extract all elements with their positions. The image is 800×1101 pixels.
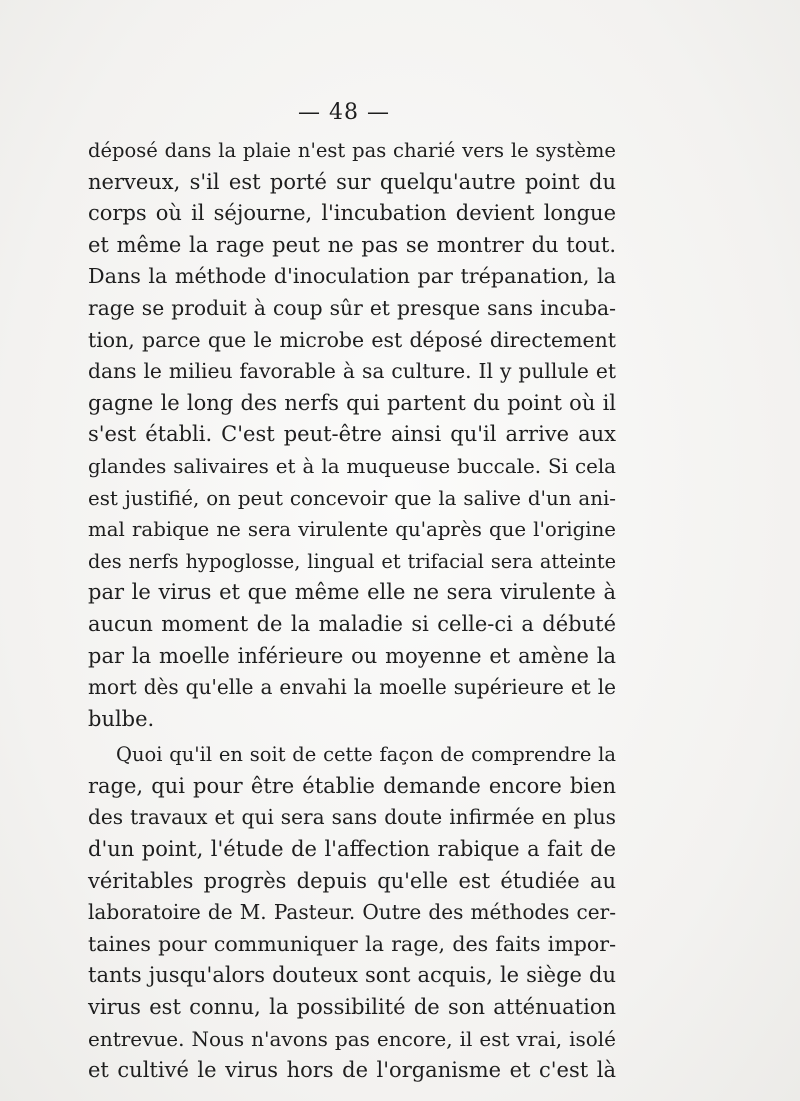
text-line: Quoi qu'il en soit de cette façon de comprendre la bbox=[116, 743, 616, 767]
text-line: mort dès qu'elle a envahi la moelle supérieure et le bbox=[88, 675, 616, 700]
text-line: corps où il séjourne, l'incubation devient longue bbox=[88, 201, 616, 226]
text-line: rage, qui pour être établie demande encore bien bbox=[88, 773, 616, 798]
text-line: virus est connu, la possibilité de son atténuation bbox=[88, 995, 616, 1020]
text-line: véritables progrès depuis qu'elle est étudiée au bbox=[88, 868, 616, 893]
paragraph bbox=[88, 739, 616, 1087]
text-line: d'un point, l'étude de l'affection rabique a fait de bbox=[88, 837, 616, 862]
text-line: tion, parce que le microbe est déposé directement bbox=[88, 327, 616, 352]
text-line: entrevue. Nous n'avons pas encore, il est vrai, isolé bbox=[88, 1026, 616, 1051]
text-line: par le virus et que même elle ne sera virulente à bbox=[88, 580, 616, 605]
text-line: rage se produit à coup sûr et presque sans incuba- bbox=[88, 295, 616, 320]
text-line: nerveux, s'il est porté sur quelqu'autre point du bbox=[88, 169, 616, 194]
text-line: et cultivé le virus hors de l'organisme et c'est là bbox=[88, 1058, 616, 1083]
text-line: s'est établi. C'est peut-être ainsi qu'il arrive aux bbox=[88, 422, 616, 447]
text-line: laboratoire de M. Pasteur. Outre des méthodes cer- bbox=[88, 900, 616, 925]
text-line: aucun moment de la maladie si celle-ci a débuté bbox=[88, 611, 616, 636]
text-line: des travaux et qui sera sans doute infirmée en plus bbox=[88, 805, 616, 830]
text-line: est justifié, on peut concevoir que la salive d'un ani- bbox=[88, 486, 616, 510]
text-line: Dans la méthode d'inoculation par trépanation, la bbox=[88, 264, 616, 289]
body-text bbox=[88, 135, 616, 1087]
text-line: gagne le long des nerfs qui partent du point où il bbox=[88, 390, 616, 415]
text-line: taines pour communiquer la rage, des faits impor- bbox=[88, 931, 616, 956]
text-line: déposé dans la plaie n'est pas charié vers le système bbox=[88, 139, 616, 162]
text-line: et même la rage peut ne pas se montrer du tout. bbox=[88, 232, 616, 257]
text-line: tants jusqu'alors douteux sont acquis, le siège du bbox=[88, 963, 616, 988]
text-line: des nerfs hypoglosse, lingual et trifacial sera atteinte bbox=[88, 549, 616, 573]
text-line: mal rabique ne sera virulente qu'après que l'origine bbox=[88, 518, 616, 542]
text-line: bulbe. bbox=[88, 706, 155, 731]
text-line: dans le milieu favorable à sa culture. Il y pullule et bbox=[88, 359, 616, 384]
text-line: par la moelle inférieure ou moyenne et amène la bbox=[88, 643, 616, 668]
page-number: — 48 — bbox=[298, 100, 390, 125]
paragraph bbox=[88, 135, 616, 735]
text-line: glandes salivaires et à la muqueuse buccale. Si cela bbox=[88, 454, 616, 478]
